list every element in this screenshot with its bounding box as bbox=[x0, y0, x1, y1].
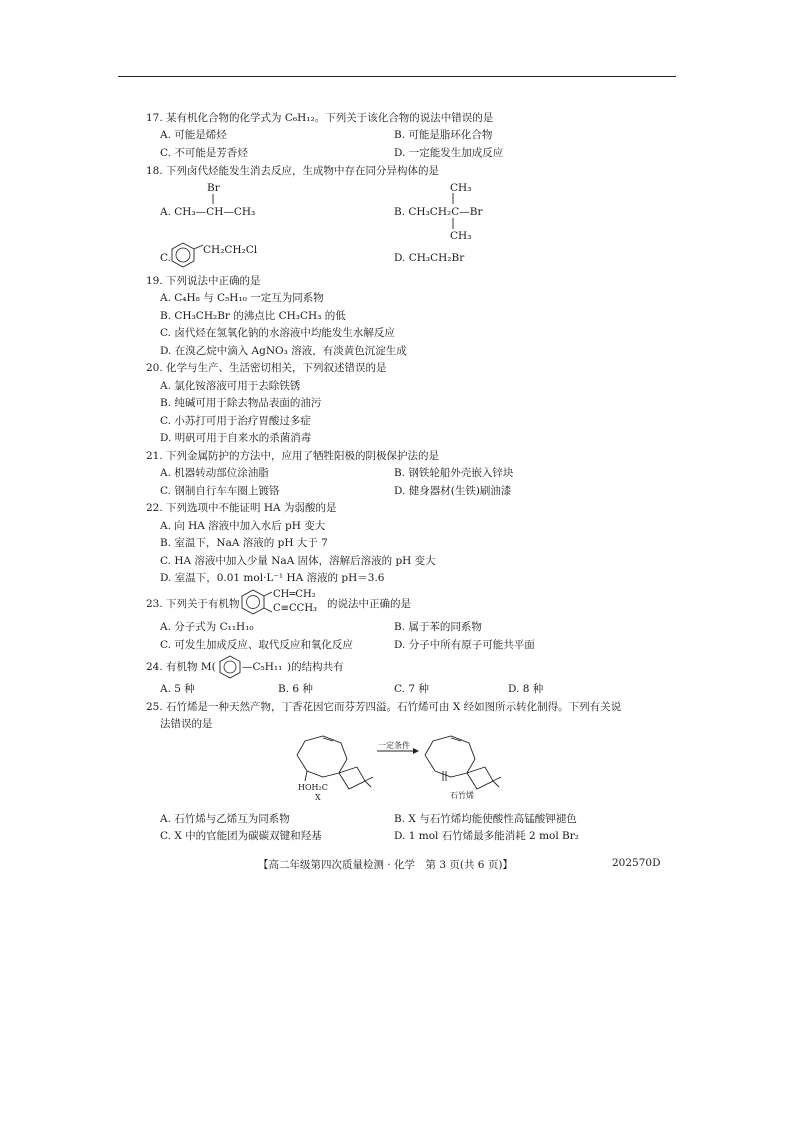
q24-substituent: —C₅H₁₁ bbox=[242, 661, 283, 673]
q22-option-b: B. 室温下，NaA 溶液的 pH 大于 7 bbox=[160, 537, 328, 549]
product-label: 石竹烯 bbox=[450, 791, 474, 800]
page-footer-title: 【高二年级第四次质量检测 · 化学 第 3 页(共 6 页)】 bbox=[258, 859, 513, 871]
q19-option-d: D. 在溴乙烷中滴入 AgNO₃ 溶液，有淡黄色沉淀生成 bbox=[160, 345, 407, 357]
q22-option-d: D. 室温下，0.01 mol·L⁻¹ HA 溶液的 pH＝3.6 bbox=[160, 572, 385, 584]
q21-option-b: B. 钢铁轮船外壳嵌入锌块 bbox=[394, 467, 514, 479]
question-23-stem-end: 的说法中正确的是 bbox=[327, 598, 411, 610]
q24-option-d: D. 8 种 bbox=[508, 683, 544, 695]
q21-option-d: D. 健身器材(生铁)刷油漆 bbox=[394, 485, 512, 497]
q20-option-b: B. 纯碱可用于除去物品表面的油污 bbox=[160, 397, 322, 409]
q25-option-a: A. 石竹烯与乙烯互为同系物 bbox=[160, 813, 290, 825]
q19-option-a: A. C₄H₈ 与 C₅H₁₀ 一定互为同系物 bbox=[160, 292, 324, 304]
question-17-stem: 17. 某有机化合物的化学式为 C₆H₁₂。下列关于该化合物的说法中错误的是 bbox=[146, 112, 494, 124]
question-22-stem: 22. 下列选项中不能证明 HA 为弱酸的是 bbox=[146, 502, 337, 514]
x-hydroxymethyl-group: HOH₂C bbox=[298, 783, 328, 792]
q25-option-c: C. X 中的官能团为碳碳双键和羟基 bbox=[160, 830, 322, 842]
q23-substituent-bottom: C≡CCH₃ bbox=[273, 603, 318, 614]
reaction-arrow-label: 一定条件 bbox=[378, 741, 410, 750]
q23-option-a: A. 分子式为 C₁₁H₁₀ bbox=[160, 621, 254, 633]
question-20-stem: 20. 化学与生产、生活密切相关，下列叙述错误的是 bbox=[146, 362, 387, 374]
q24-option-c: C. 7 种 bbox=[394, 683, 429, 695]
q25-option-b: B. X 与石竹烯均能使酸性高锰酸钾褪色 bbox=[394, 813, 577, 825]
q20-option-a: A. 氯化铵溶液可用于去除铁锈 bbox=[160, 380, 301, 392]
q18-option-d: D. CH₃CH₂Br bbox=[394, 252, 465, 264]
q18-option-b: B. CH₃CH₂C—Br bbox=[394, 206, 483, 218]
q23-ring-structure-icon bbox=[240, 588, 272, 620]
q18-b-top: CH₃ bbox=[450, 182, 472, 194]
question-25-stem: 25. 石竹烯是一种天然产物，丁香花因它而芬芳四溢。石竹烯可由 X 经如图所示转化制得。下列有关说 bbox=[146, 701, 622, 713]
q17-option-b: B. 可能是脂环化合物 bbox=[394, 129, 493, 141]
q19-option-b: B. CH₃CH₂Br 的沸点比 CH₃CH₃ 的低 bbox=[160, 310, 346, 322]
question-24-stem-end: )的结构共有 bbox=[287, 661, 344, 673]
q22-option-a: A. 向 HA 溶液中加入水后 pH 变大 bbox=[160, 520, 326, 532]
q23-option-c: C. 可发生加成反应、取代反应和氧化反应 bbox=[160, 639, 353, 651]
q18-c-substituent: CH₂CH₂Cl bbox=[203, 244, 258, 256]
question-23-stem-start: 23. 下列关于有机物 bbox=[146, 598, 240, 610]
q24-option-a: A. 5 种 bbox=[160, 683, 195, 695]
question-25-stem-cont: 法错误的是 bbox=[160, 718, 213, 730]
q23-substituent-top: CH═CH₂ bbox=[273, 589, 316, 600]
q17-option-d: D. 一定能发生加成反应 bbox=[394, 147, 504, 159]
q21-option-a: A. 机器转动部位涂油脂 bbox=[160, 467, 269, 479]
page-footer-code: 202570D bbox=[612, 857, 661, 869]
q18-option-a: A. CH₃—CH—CH₃ bbox=[160, 206, 256, 218]
q23-option-d: D. 分子中所有原子可能共平面 bbox=[394, 639, 535, 651]
q20-option-d: D. 明矾可用于自来水的杀菌消毒 bbox=[160, 432, 312, 444]
q20-option-c: C. 小苏打可用于治疗胃酸过多症 bbox=[160, 415, 311, 427]
q24-option-b: B. 6 种 bbox=[278, 683, 313, 695]
q21-option-c: C. 钢制自行车车圈上镀铬 bbox=[160, 485, 280, 497]
q18-a-substituent: Br bbox=[207, 182, 220, 194]
q17-option-c: C. 不可能是芳香烃 bbox=[160, 147, 248, 159]
question-18-stem: 18. 下列卤代烃能发生消去反应，生成物中存在同分异构体的是 bbox=[146, 165, 440, 177]
q18-option-c: C. bbox=[160, 252, 171, 264]
question-21-stem: 21. 下列金属防护的方法中，应用了牺牲阳极的阴极保护法的是 bbox=[146, 450, 440, 462]
q17-option-a: A. 可能是烯烃 bbox=[160, 129, 227, 141]
q18-b-bottom: CH₃ bbox=[450, 230, 472, 242]
x-compound-label: X bbox=[315, 793, 321, 802]
q22-option-c: C. HA 溶液中加入少量 NaA 固体，溶解后溶液的 pH 变大 bbox=[160, 555, 436, 567]
q25-option-d: D. 1 mol 石竹烯最多能消耗 2 mol Br₂ bbox=[394, 830, 579, 842]
question-24-stem-start: 24. 有机物 M( bbox=[146, 661, 216, 673]
q19-option-c: C. 卤代烃在氢氧化钠的水溶液中均能发生水解反应 bbox=[160, 327, 395, 339]
question-19-stem: 19. 下列说法中正确的是 bbox=[146, 275, 261, 287]
q23-option-b: B. 属于苯的同系物 bbox=[394, 621, 482, 633]
